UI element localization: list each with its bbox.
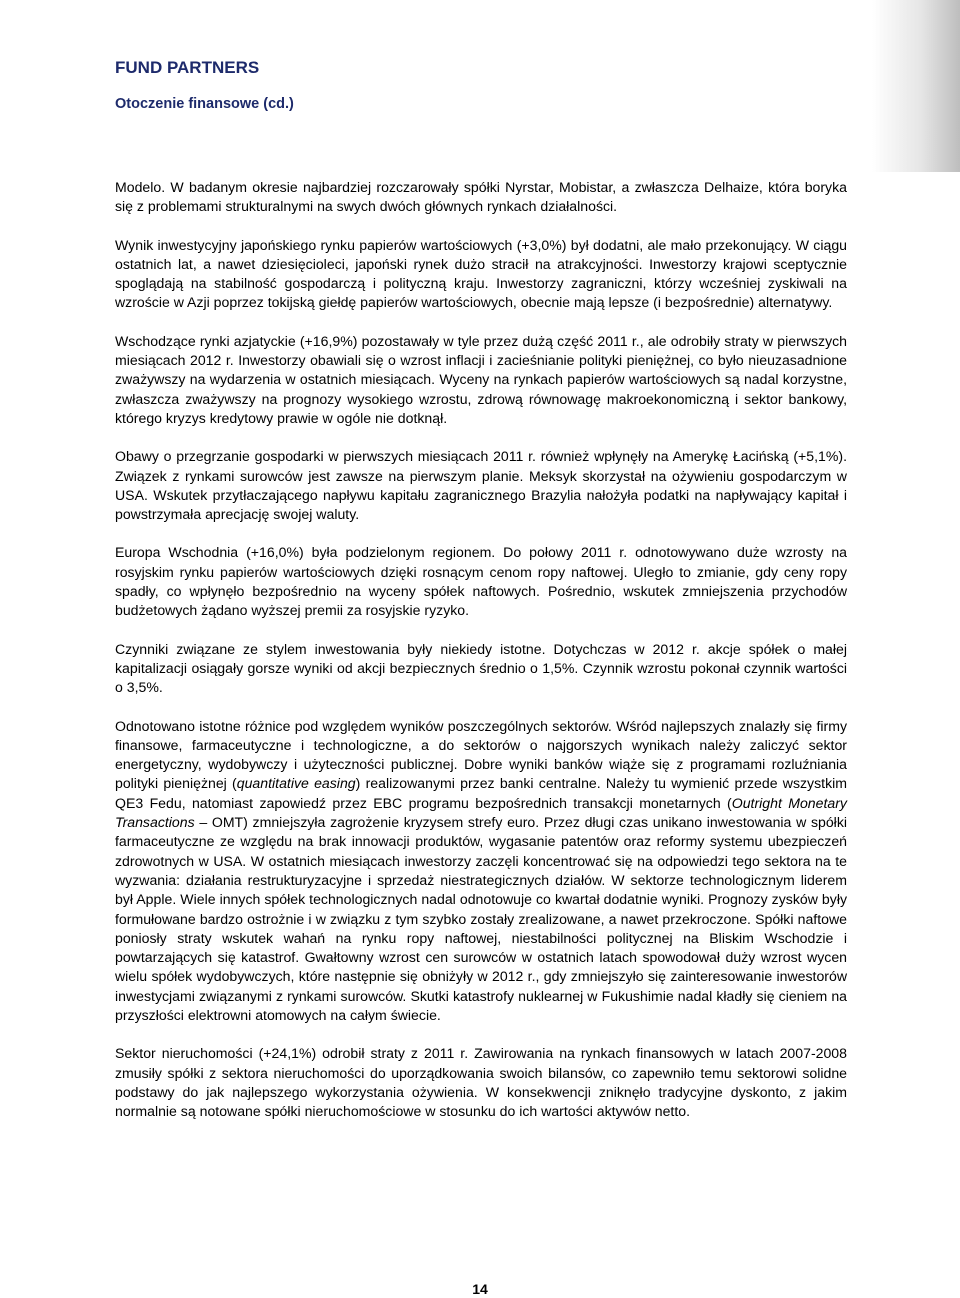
italic-term: quantitative easing: [236, 775, 356, 792]
brand-title: FUND PARTNERS: [115, 58, 260, 77]
paragraph: Modelo. W badanym okresie najbardziej rozczarowały spółki Nyrstar, Mobistar, a zwłaszcza Delhaize, która boryka się z problemami strukturalnymi na swych dwóch głównych rynkach działalności.: [115, 179, 847, 215]
text-run: ) realizowanymi przez banki centralne. Należy tu wymienić przede wszystkim QE3 Fedu, natomiast zapowiedź przez EBC programu bezpośrednich transakcji monetarnych (: [115, 775, 847, 811]
page-header: [115, 58, 294, 113]
page-number: 14: [472, 1281, 488, 1297]
document-body: [115, 178, 847, 1140]
section-subtitle: Otoczenie finansowe (cd.): [115, 96, 294, 112]
text-run: – OMT) zmniejszyła zagrożenie kryzysem strefy euro. Przez długi czas unikano inwestowania w spółki farmaceutyczne ze względu na brak innowacji produktów, wygasanie patentów oraz reformy systemu ubezpieczeń zdrowotnych w USA. W ostatnich miesiącach inwestorzy zaczęli koncentrować się na odpowiedzi tego sektora na te wyzwania: działania restrukturyzacyjne i sprzedaż niestrategicznych działów. W sektorze technologicznym liderem był Apple. Wiele innych spółek technologicznych nadal odnotowuje co kwartał dodatnie wyniki. Prognozy zysków były formułowane bardzo ostrożnie i w związku z tym szybko zostały zrealizowane, a nawet przekroczone. Spółki naftowe poniosły straty wskutek wahań na rynku ropy naftowej, niestabilności politycznej na Bliskim Wschodzie i powtarzających się katastrof. Gwałtowny wzrost cen surowców w ostatnich latach spowodował duży wzrost wycen wielu spółek wydobywczych, które następnie się obniżyły w 2012 r., gdy zmniejszyło się zainteresowanie inwestorów inwestycjami związanymi z rynkami surowców. Skutki katastrofy nuklearnej w Fukushimie nadal kładły się cieniem na przyszłości elektrowni atomowych na całym świecie.: [115, 814, 847, 1023]
italic-term: Outright Monetary Transactions: [115, 794, 847, 831]
text-run: Odnotowano istotne różnice pod względem wyników poszczególnych sektorów. Wśród najlepszych znalazły się firmy finansowe, farmaceutyczne i technologiczne, a do sektorów o najgorszych wynikach należy zaliczyć sektor energetyczny, wydobywczy i użyteczności publicznej. Dobre wyniki banków wiąże się z programami rozluźniania polityki pieniężnej (: [115, 717, 847, 792]
paragraph: Czynniki związane ze stylem inwestowania były niekiedy istotne. Dotychczas w 2012 r. akcje spółek o małej kapitalizacji osiągały gorsze wyniki od akcji bezpiecznych średnio o 1,5%. Czynnik wzrostu pokonał czynnik wartości o 3,5%.: [115, 640, 847, 696]
paragraph: Sektor nieruchomości (+24,1%) odrobił straty z 2011 r. Zawirowania na rynkach finansowych w latach 2007-2008 zmusiły spółki z sektora nieruchomości do uporządkowania swoich bilansów, co zapewniło temu sektorowi solidne podstawy do jak najlepszego wykorzystania ożywienia. W konsekwencji zniknęło tradycyjne dyskonto, z jakim normalnie są notowane spółki nieruchomościowe w stosunku do ich wartości aktywów netto.: [115, 1045, 847, 1120]
paragraph: Europa Wschodnia (+16,0%) była podzielonym regionem. Do połowy 2011 r. odnotowywano duże wzrosty na rosyjskim rynku papierów wartościowych dzięki rosnącym cenom ropy naftowej. Uległo to zmianie, gdy ceny ropy spadły, co wpłynęło bezpośrednio na wyceny spółek naftowych. Pośrednio, wskutek zmniejszenia przychodów budżetowych żądano wyższej premii za rosyjskie ryzyko.: [115, 544, 847, 619]
paragraph-sectors: [115, 717, 847, 1026]
decorative-gradient-bar: [872, 0, 960, 172]
paragraph: Obawy o przegrzanie gospodarki w pierwszych miesiącach 2011 r. również wpłynęły na Amerykę Łacińską (+5,1%). Związek z rynkami surowców jest zawsze na pierwszym planie. Meksyk skorzystał na ożywieniu gospodarczym w USA. Wskutek przytłaczającego napływu kapitału zagranicznego Brazylia nałożyła podatki na napływający kapitał i powstrzymała aprecjację swojej waluty.: [115, 448, 847, 523]
paragraph: Wynik inwestycyjny japońskiego rynku papierów wartościowych (+3,0%) był dodatni, ale mało przekonujący. W ciągu ostatnich lat, a nawet dziesięcioleci, japoński rynek dużo stracił na atrakcyjności. Inwestorzy krajowi sceptycznie spoglądają na stabilność gospodarczą i polityczną kraju. Inwestorzy zagraniczni, którzy wcześniej zyskiwali na wzroście w Azji poprzez tokijską giełdę papierów wartościowych, obecnie mają lepsze (i bezpośrednie) alternatywy.: [115, 236, 847, 311]
paragraph: Wschodzące rynki azjatyckie (+16,9%) pozostawały w tyle przez dużą część 2011 r., ale odrobiły straty w pierwszych miesiącach 2012 r. Inwestorzy obawiali się o wzrost inflacji i zacieśnianie polityki pieniężnej, co było nieuzasadnione zważywszy na wydarzenia w ostatnich miesiącach. Wyceny na rynkach papierów wartościowych są nadal korzystne, zwłaszcza zważywszy na prognozy wysokiego wzrostu, zdrową równowagę makroekonomiczną i sektor bankowy, którego kryzys kredytowy prawie w ogóle nie dotknął.: [115, 332, 847, 426]
